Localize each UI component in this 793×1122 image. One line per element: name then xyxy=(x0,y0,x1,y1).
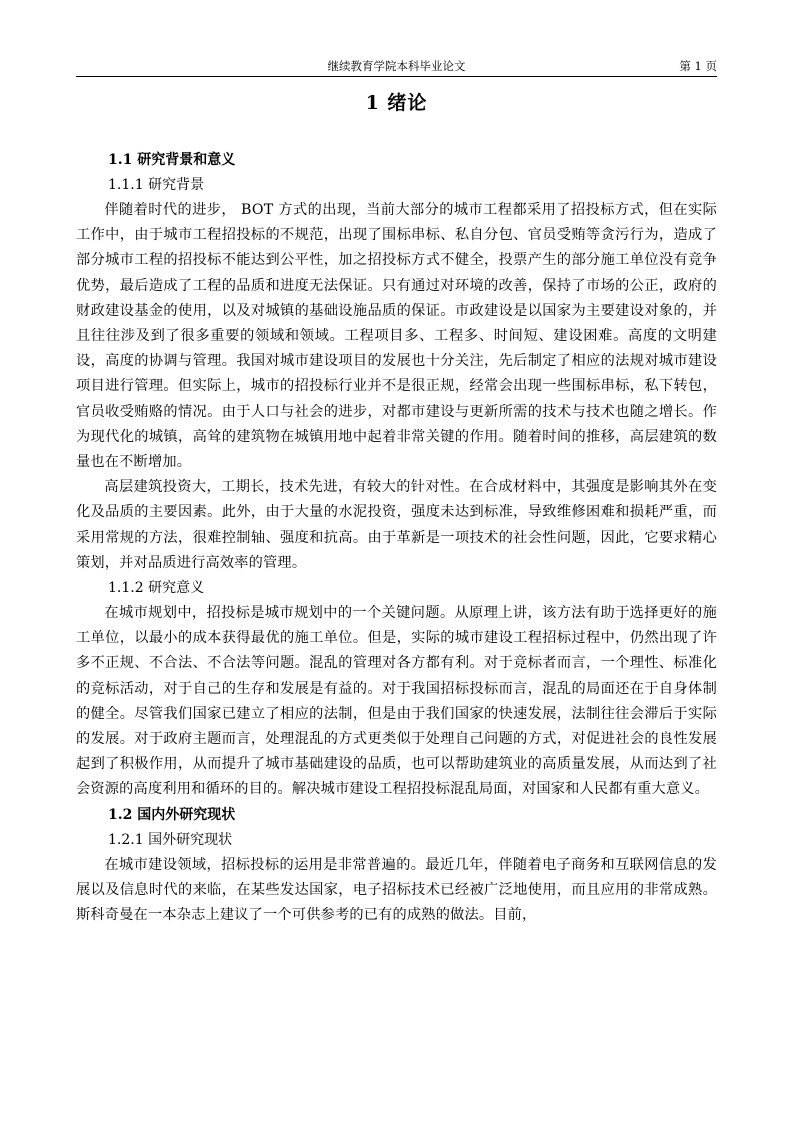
section-heading-1-1: 1.1 研究背景和意义 xyxy=(108,152,236,168)
subsection-heading-1-1-1: 1.1.1 研究背景 xyxy=(108,177,205,193)
subsection-heading-1-2-1: 1.2.1 国外研究现状 xyxy=(108,831,233,848)
paragraph: 在城市建设领域，招标投标的运用是非常普遍的。最近几年，伴随着电子商务和互联网信息的发展以及信息时代的来临，在某些发达国家，电子招标技术已经被广泛地使用，而且应用的非常成熟。斯科奇曼在一本杂志上建议了一个可供参考的已有的成熟的做法。目前， xyxy=(76,856,717,924)
paragraph: 在城市规划中，招投标是城市规划中的一个关键问题。从原理上讲，该方法有助于选择更好的施工单位，以最小的成本获得最优的施工单位。但是，实际的城市建设工程招标过程中，仍然出现了许多不正规、不合法、不合法等问题。混乱的管理对各方都有利。对于竞标者而言，一个理性、标准化的竞标活动，对于自己的生存和发展是有益的。对于我国招标投标而言，混乱的局面还在于自身体制的健全。尽管我们国家已建立了相应的法制，但是由于我们国家的快速发展，法制往往会滞后于实际的发展。对于政府主题而言，处理混乱的方式更类似于处理自己问题的方式，对促进社会的良性发展起到了积极作用，从而提升了城市基础建设的品质，也可以帮助建筑业的高质量发展，从而达到了社会资源的高度利用和循环的目的。解决城市建设工程招投标混乱局面，对国家和人民都有重大意义。 xyxy=(76,605,717,798)
header-page-number: 第 1 页 xyxy=(679,59,717,73)
page-header xyxy=(76,58,717,77)
body-content xyxy=(76,148,717,928)
paragraph: 伴随着时代的进步， BOT 方式的出现，当前大部分的城市工程都采用了招投标方式，但在实际工作中，由于城市工程招投标的不规范，出现了围标串标、私自分包、官员受贿等贪污行为，造成了部分城市工程的招投标不能达到公平性，加之招投标方式不健全，投票产生的部分施工单位没有竞争优势，最后造成了工程的品质和进度无法保证。只有通过对环境的改善，保持了市场的公正，政府的财政建设基金的使用，以及对城镇的基础设施品质的保证。市政建设是以国家为主要建设对象的，并且往往涉及到了很多重要的领域和领域。工程项目多、工程多、时间短、建设困难。高度的文明建设，高度的协调与管理。我国对城市建设项目的发展也十分关注，先后制定了相应的法规对城市建设项目进行管理。但实际上，城市的招投标行业并不是很正规，经常会出现一些围标串标，私下转包，官员收受贿赂的情况。由于人口与社会的进步，对都市建设与更新所需的技术与技术也随之增长。作为现代化的城镇，高耸的建筑物在城镇用地中起着非常关键的作用。随着时间的推移，高层建筑的数量也在不断增加。 xyxy=(76,202,717,471)
subsection-heading-1-1-2: 1.1.2 研究意义 xyxy=(108,580,205,597)
section-heading-1-2: 1.2 国内外研究现状 xyxy=(108,806,236,823)
chapter-title: 1 绪论 xyxy=(365,92,428,114)
paragraph: 高层建筑投资大，工期长，技术先进，有较大的针对性。在合成材料中，其强度是影响其外在变化及品质的主要因素。此外，由于大量的水泥投资，强度未达到标准，导致维修困难和损耗严重，而采用常规的方法，很难控制轴、强度和抗高。由于革新是一项技术的社会性问题，因此，它要求精心策划，并对品质进行高效率的管理。 xyxy=(76,479,717,571)
header-title: 继续教育学院本科毕业论文 xyxy=(327,59,466,73)
